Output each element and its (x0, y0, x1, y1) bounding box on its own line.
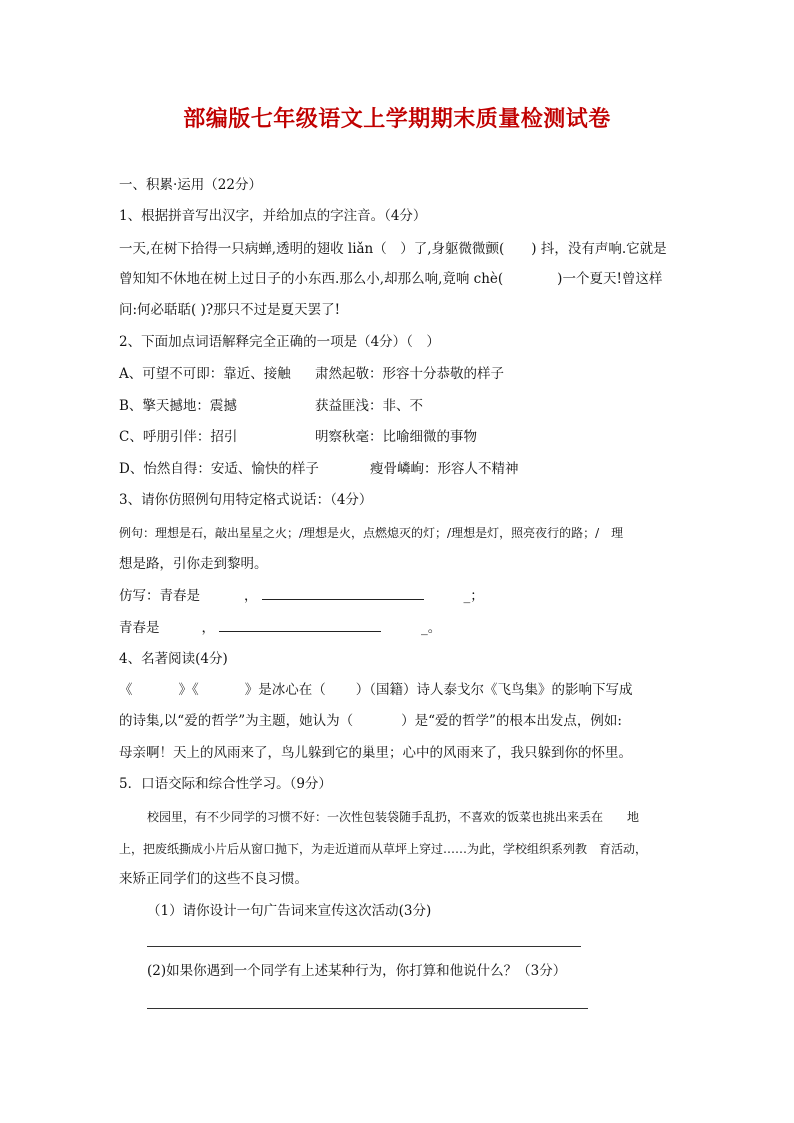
q3-imitate-2 (119, 619, 441, 637)
q2-option-a (119, 365, 504, 383)
q4-prompt: 4、名著阅读(4分) (119, 651, 228, 667)
option-term-2: 明察秋毫：比喻细微的事物 (315, 429, 477, 445)
q2-option-d (119, 460, 519, 478)
page-title: 部编版七年级语文上学期期末质量检测试卷 (183, 106, 611, 132)
option-term-1: D、怡然自得：安适、愉快的样子 (119, 461, 319, 477)
q5-sub1: （1）请你设计一句广告词来宣传这次活动(3分) (147, 903, 432, 919)
comma: ， (244, 588, 258, 604)
imitate-label: 青春是 (119, 620, 160, 636)
answer-blank[interactable] (219, 619, 381, 632)
blank-end: _。 (421, 620, 442, 636)
q4-text-3: 的诗集,以“爱的哲学”为主题，她认为（ (119, 713, 354, 729)
q4-text-1: 》是冰心在（ (244, 682, 326, 698)
section-header: 一、积累·运用（22分） (119, 177, 262, 193)
q2-option-c (119, 428, 477, 446)
bracket-open: 《 (119, 682, 133, 698)
option-term-1: B、擎天撼地：震撼 (119, 398, 237, 414)
q1-line3: 问:何必聒聒( )?那只不过是夏天罢了! (119, 302, 341, 318)
q1-line1: 一天,在树下拾得一只病蝉,透明的翅收 liǎn（ ）了,身躯微微颤( ) 抖，没有声响.它就是 (119, 241, 667, 257)
imitate-label: 仿写：青春是 (119, 588, 200, 604)
q4-line2 (119, 712, 622, 730)
q1-prompt: 1、根据拼音写出汉字，并给加点的字注音。（4分） (119, 208, 427, 224)
q2-prompt: 2、下面加点词语解释完全正确的一项是（4分）（ ） (119, 334, 440, 350)
comma: ， (201, 620, 215, 636)
q5-para-line1: 校园里，有不少同学的习惯不好：一次性包装袋随手乱扔，不喜欢的饭菜也挑出来丢在 地 (147, 810, 640, 824)
q3-example-line1: 例句：理想是石，敲出星星之火；/理想是火，点燃熄灭的灯；/理想是灯，照亮夜行的路；/ 理 (119, 526, 624, 540)
q4-text-2: ）（国籍）诗人泰戈尔《飞鸟集》的影响下写成 (355, 682, 633, 698)
q4-line1 (119, 681, 633, 699)
q4-line3: 母亲啊！天上的风雨来了，鸟儿躲到它的巢里；心中的风雨来了，我只躲到你的怀里。 (119, 745, 632, 761)
bracket-mid: 》《 (178, 682, 199, 698)
q3-imitate-1 (119, 587, 484, 605)
option-term-1: C、呼朋引伴：招引 (119, 429, 238, 445)
q5-para-line3: 来矫正同学们的这些不良习惯。 (119, 871, 308, 887)
q5-prompt: 5．口语交际和综合性学习。（9分） (119, 776, 332, 792)
answer-line-1[interactable] (147, 946, 581, 947)
q2-option-b (119, 397, 423, 415)
answer-blank[interactable] (262, 587, 424, 600)
option-term-2: 瘦骨嶙峋：形容人不精神 (370, 461, 519, 477)
option-term-2: 获益匪浅：非、不 (315, 398, 423, 414)
blank-end: _； (463, 588, 484, 604)
answer-line-2[interactable] (147, 1008, 588, 1009)
q5-para-line2: 上，把废纸撕成小片后从窗口抛下，为走近道而从草坪上穿过……为此，学校组织系列教 育活动， (119, 842, 648, 856)
option-term-1: A、可望不可即：靠近、接触 (119, 366, 291, 382)
q3-prompt: 3、请你仿照例句用特定格式说话：（4分） (119, 492, 373, 508)
q1-line2: 曾知知不休地在树上过日子的小东西.那么小,却那么响,竟响 chè( )一个夏天!曾这样 (119, 271, 663, 287)
q3-example-line2: 想是路，引你走到黎明。 (119, 556, 268, 572)
q4-text-4: ）是“爱的哲学”的根本出发点，例如: (401, 713, 622, 729)
option-term-2: 肃然起敬：形容十分恭敬的样子 (315, 366, 504, 382)
q5-sub2: (2)如果你遇到一个同学有上述某种行为，你打算和他说什么？（3分） (147, 963, 567, 979)
